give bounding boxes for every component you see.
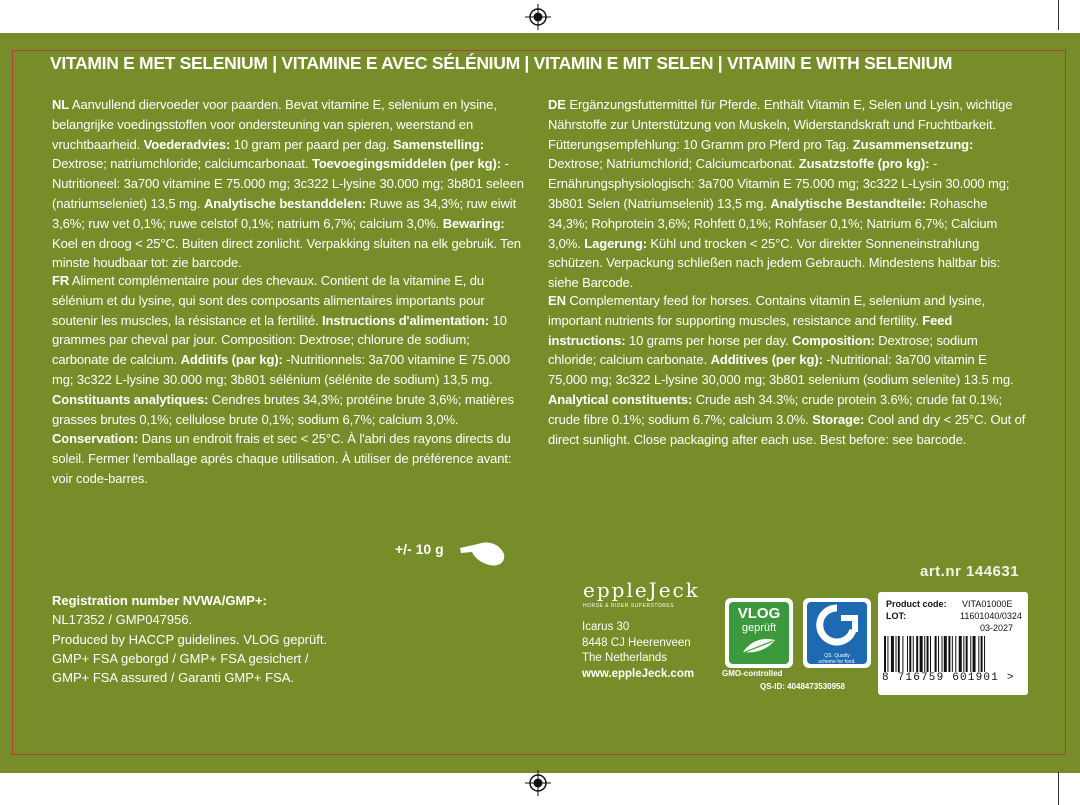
text-de: DE Ergänzungsfuttermittel für Pferde. Enthält Vitamin E, Selen und Lysin, wichtige Nährstoffe zur Unterstützung von Muskeln, Widerstandskraft und Fruchtbarkeit. Fütterungsempfehlung: 10 Gramm pro Pferd pro Tag. Zusammensetzung: Dextrose; Natriumchlorid; Calciumcarbonat. Zusatzstoffe (pro kg): -Ernährungsphysiologisch: 3a700 Vitamin E 75.000 mg; 3c322 L-Lysin 30.000 mg; 3b801 Selen (Natriumselenit) 13,5 mg. Analytische Bestandteile: Rohasche 34,3%; Rohprotein 3,6%; Rohfett 0,1%; Rohfaser 0,1%; Natrium 6,7%; Calcium 3,0%. Lagerung: Kühl und trocken < 25°C. Vor direkter Sonneneinstrahlung schützen. Verpackung schließen nach jedem Gebrauch. Mindestens haltbar bis: siehe Barcode. xyxy=(548,97,1013,291)
qs-logo-icon xyxy=(807,602,867,648)
text-fr: FR Aliment complémentaire pour des chevaux. Contient de la vitamine E, du sélénium et du lysine, qui sont des composants alimentaires importants pour soutenir les muscles, la résistance et la fertilité. Instructions d'alimentation: 10 grammes par cheval par jour. Composition: Dextrose; chlorure de sodium; carbonate de calcium. Additifs (par kg): -Nutritionnels: 3a700 vitamine E 75.000 mg; 3c322 L-lysine 30.000 mg; 3b801 sélénium (sélénite de sodium) 13,5 mg. Constituants analytiques: Cendres brutes 34,3%; protéine brute 3,6%; matières grasses brutes 0,1%; cellulose brute 0,1%; sodium 6,7%; calcium 3,0%. Conservation: Dans un endroit frais et sec < 25°C. À l'abri des rayons directs du soleil. Fermer l'emballage aprés chaque utilisation. À utiliser de préférence avant: voir code-barres. xyxy=(52,273,514,486)
registration-numbers: NL17352 / GMP047956. xyxy=(52,612,193,628)
brand-name: eppleJeck xyxy=(583,578,700,602)
qs-id: QS-ID: 4048473530958 xyxy=(760,682,845,691)
barcode-number: 8 716759 601901 > xyxy=(882,672,1015,684)
qs-text: QS. Quality scheme for food. xyxy=(818,653,856,665)
brand-address: Icarus 30 8448 CJ Heerenveen The Netherlands www.eppleJeck.com xyxy=(582,620,694,682)
article-number: art.nr 144631 xyxy=(920,563,1020,580)
barcode-panel: Product code: VITA01000E LOT: 11601040/0324 03-2027 8 716759 601901 > xyxy=(878,592,1028,695)
registration-mark-icon xyxy=(525,4,551,30)
lang-code: FR xyxy=(52,273,70,288)
product-code: VITA01000E xyxy=(962,599,1013,609)
scoop-icon xyxy=(458,534,508,570)
registration-info xyxy=(52,591,327,687)
trim-mark xyxy=(1058,0,1059,30)
registration-line: Produced by HACCP guidelines. VLOG geprüft. xyxy=(52,631,328,647)
vlog-badge: VLOG geprüft xyxy=(725,598,793,668)
registration-line: GMP+ FSA geborgd / GMP+ FSA gesichert / xyxy=(52,650,309,666)
product-headline: VITAMIN E MET SELENIUM | VITAMINE E AVEC SÉLÉNIUM | VITAMIN E MIT SELEN | VITAMIN E WITH SELENIUM xyxy=(50,53,953,73)
qs-badge xyxy=(803,598,871,668)
expiry-date: 03-2027 xyxy=(980,623,1014,633)
leaf-icon xyxy=(739,634,779,656)
text-nl: NL Aanvullend diervoeder voor paarden. Bevat vitamine E, selenium en lysine, belangrijke voedingsstoffen voor ondersteuning van spieren, weerstand en vruchtbaarheid. Voederadvies: 10 gram per paard per dag. Samenstelling: Dextrose; natriumchloride; calciumcarbonaat. Toevoegingsmiddelen (per kg): -Nutritioneel: 3a700 vitamine E 75.000 mg; 3c322 L-lysine 30.000 mg; 3b801 seleen (natriumseleniet) 13,5 mg. Analytische bestanddelen: Ruwe as 34,3%; ruw eiwit 3,6%; ruw vet 0,1%; ruwe celstof 0,1%; natrium 6,7%; calcium 3,0%. Bewaring: Koel en droog < 25°C. Buiten direct zonlicht. Verpakking sluiten na elk gebruik. Ten minste houdbaar tot: zie barcode. xyxy=(52,97,524,271)
vlog-caption: GMO-controlled xyxy=(722,669,783,678)
dose-label: +/- 10 g xyxy=(395,541,444,557)
lot-number: 11601040/0324 xyxy=(960,611,1022,621)
registration-line: GMP+ FSA assured / Garanti GMP+ FSA. xyxy=(52,670,295,686)
lang-code: EN xyxy=(548,293,566,308)
brand-tagline: HORSE & RIDER SUPERSTORES xyxy=(583,603,675,609)
brand-logo xyxy=(583,578,700,609)
trim-mark xyxy=(1058,772,1059,805)
lang-code: NL xyxy=(52,97,70,112)
brand-website: www.eppleJeck.com xyxy=(582,667,695,680)
registration-mark-icon xyxy=(525,770,551,796)
text-en: EN Complementary feed for horses. Contains vitamin E, selenium and lysine, important nutrients for supporting muscles, resistance and fertility. Feed instructions: 10 grams per horse per day. Composition: Dextrose; sodium chloride; calcium carbonate. Additives (per kg): -Nutritional: 3a700 vitamin E 75,000 mg; 3c322 L-lysine 30,000 mg; 3b801 selenium (sodium selenite) 13.5 mg. Analytical constituents: Crude ash 34.3%; crude protein 3.6%; crude fat 0.1%; crude fibre 0.1%; sodium 6.7%; calcium 3.0%. Storage: Cool and dry < 25°C. Out of direct sunlight. Close packaging after each use. Best before: see barcode. xyxy=(548,293,1026,447)
registration-title: Registration number NVWA/GMP+: xyxy=(52,593,267,608)
lang-code: DE xyxy=(548,97,566,112)
barcode-icon xyxy=(884,636,1022,672)
